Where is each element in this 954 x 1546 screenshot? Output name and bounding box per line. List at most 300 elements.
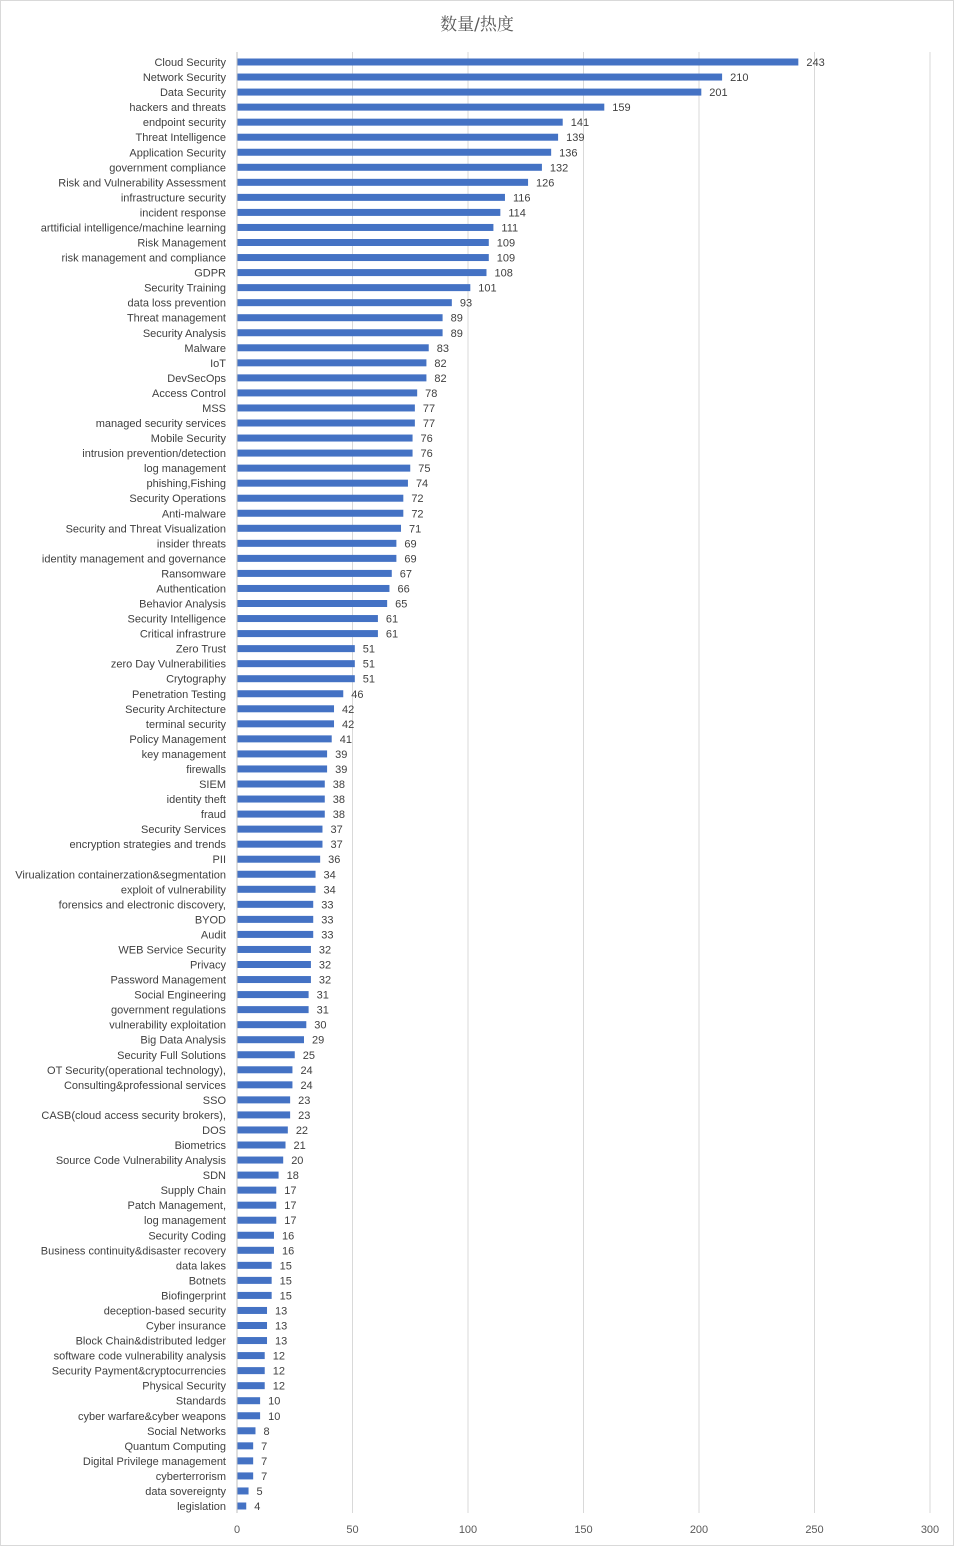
category-label: insider threats <box>156 538 226 551</box>
data-label: 33 <box>321 899 334 912</box>
data-label: 126 <box>536 177 555 190</box>
category-label: Biofingerprint <box>161 1290 226 1303</box>
data-label: 75 <box>418 463 431 476</box>
data-label: 108 <box>494 267 513 280</box>
data-label: 136 <box>559 147 578 160</box>
bar <box>237 1066 292 1073</box>
bar <box>237 1232 274 1239</box>
bar <box>237 389 417 396</box>
bar <box>237 705 334 712</box>
data-label: 51 <box>362 658 376 671</box>
data-label: 24 <box>300 1064 313 1077</box>
bar <box>237 1442 253 1449</box>
category-label: Application Security <box>129 147 226 160</box>
category-label: software code vulnerability analysis <box>53 1350 226 1363</box>
data-label: 141 <box>570 117 590 130</box>
bar <box>237 750 327 757</box>
data-label: 34 <box>323 869 336 882</box>
category-label: data lakes <box>175 1260 226 1273</box>
x-tick-label: 0 <box>233 1524 241 1536</box>
bar <box>237 134 558 141</box>
bar <box>237 314 443 321</box>
bar <box>237 1367 265 1374</box>
data-label: 89 <box>450 327 463 340</box>
data-label: 8 <box>263 1425 270 1438</box>
category-label: cyberterrorism <box>155 1470 226 1483</box>
category-label: hackers and threats <box>129 102 226 115</box>
data-label: 17 <box>284 1185 297 1198</box>
category-label: Security Training <box>144 282 226 295</box>
bar <box>237 796 325 803</box>
category-label: Security Analysis <box>142 327 226 340</box>
data-label: 61 <box>385 613 399 626</box>
x-tick-label: 50 <box>346 1524 359 1536</box>
bar <box>237 555 396 562</box>
bar <box>237 1036 304 1043</box>
category-label: Audit <box>200 929 226 942</box>
bar <box>237 675 355 682</box>
data-label: 69 <box>404 538 417 551</box>
category-label: Standards <box>175 1395 226 1408</box>
data-label: 10 <box>268 1410 281 1423</box>
data-label: 15 <box>279 1260 292 1273</box>
category-label: Botnets <box>188 1275 226 1288</box>
bar <box>237 1262 272 1269</box>
bar <box>237 841 322 848</box>
bar <box>237 886 316 893</box>
data-label: 31 <box>316 989 329 1002</box>
data-label: 29 <box>311 1034 325 1047</box>
bar <box>237 1006 309 1013</box>
category-label: Cloud Security <box>154 57 226 69</box>
data-label: 33 <box>321 914 334 927</box>
x-tick-label: 100 <box>458 1524 478 1536</box>
bar <box>237 269 486 276</box>
category-label: Security Intelligence <box>127 613 226 626</box>
data-label: 82 <box>434 372 447 385</box>
category-label: Security Operations <box>129 493 226 506</box>
category-label: GDPR <box>194 267 226 280</box>
data-label: 78 <box>425 387 438 400</box>
data-label: 37 <box>330 824 343 837</box>
data-label: 67 <box>399 568 413 581</box>
data-label: 17 <box>284 1215 297 1228</box>
bar <box>237 540 396 547</box>
data-label: 7 <box>261 1455 268 1468</box>
category-label: log management <box>144 463 226 476</box>
category-label: Malware <box>184 342 226 355</box>
data-label: 109 <box>496 252 516 265</box>
data-label: 24 <box>300 1079 313 1092</box>
bar <box>237 1126 288 1133</box>
bar <box>237 480 408 487</box>
data-label: 37 <box>330 839 343 852</box>
category-label: Block Chain&distributed ledger <box>75 1335 226 1348</box>
bar <box>237 420 415 427</box>
bar <box>237 374 426 381</box>
bar <box>237 1292 272 1299</box>
category-label: Risk and Vulnerability Assessment <box>58 177 226 190</box>
category-label: Crytography <box>166 673 226 686</box>
category-label: Threat management <box>126 312 226 325</box>
bar <box>237 1472 253 1479</box>
bar <box>237 1111 290 1118</box>
data-label: 72 <box>411 493 424 506</box>
bar <box>237 630 378 637</box>
bar <box>237 525 401 532</box>
category-label: intrusion prevention/detection <box>82 448 226 461</box>
data-label: 76 <box>420 433 433 446</box>
category-label: data sovereignty <box>145 1485 226 1498</box>
category-label: OT Security(operational technology), <box>47 1064 226 1077</box>
category-label: Penetration Testing <box>132 688 226 701</box>
data-label: 101 <box>478 282 497 295</box>
data-label: 243 <box>806 57 825 69</box>
category-label: Security Full Solutions <box>117 1049 226 1062</box>
data-label: 116 <box>512 192 531 205</box>
bar <box>237 645 355 652</box>
bar <box>237 510 403 517</box>
data-label: 42 <box>342 718 355 731</box>
data-label: 39 <box>335 748 348 761</box>
category-label: Behavior Analysis <box>139 598 226 611</box>
data-label: 13 <box>275 1335 288 1348</box>
category-label: Big Data Analysis <box>140 1034 226 1047</box>
data-label: 139 <box>566 132 585 145</box>
data-label: 16 <box>281 1230 295 1243</box>
category-label: infrastructure security <box>120 192 226 205</box>
data-label: 69 <box>404 553 417 566</box>
category-label: IoT <box>210 357 226 370</box>
bar <box>237 1382 265 1389</box>
bar <box>237 224 493 231</box>
data-label: 13 <box>275 1320 288 1333</box>
bar <box>237 1277 272 1284</box>
bar <box>237 1247 274 1254</box>
category-label: Business continuity&disaster recovery <box>40 1245 226 1258</box>
category-label: DevSecOps <box>167 372 226 385</box>
bar <box>237 660 355 667</box>
bar <box>237 1051 295 1058</box>
category-label: managed security services <box>95 418 226 430</box>
bar <box>237 435 413 442</box>
category-label: Supply Chain <box>160 1185 226 1198</box>
category-label: Policy Management <box>129 733 226 746</box>
category-label: Critical infrastrure <box>139 628 226 641</box>
category-label: arttificial intelligence/machine learning <box>40 222 226 235</box>
data-label: 38 <box>332 794 346 807</box>
data-label: 65 <box>395 598 408 611</box>
category-label: Security Architecture <box>125 703 226 716</box>
data-label: 41 <box>339 733 352 746</box>
category-label: CASB(cloud access security brokers), <box>41 1109 226 1122</box>
bar <box>237 329 443 336</box>
category-label: Zero Trust <box>175 643 226 656</box>
category-label: Threat Intelligence <box>135 132 226 145</box>
category-label: incident response <box>139 207 226 220</box>
bar <box>237 585 389 592</box>
bar <box>237 1172 279 1179</box>
bar <box>237 765 327 772</box>
data-label: 30 <box>314 1019 327 1032</box>
category-label: identity management and governance <box>41 553 226 566</box>
category-label: MSS <box>202 402 226 415</box>
category-label: Cyber insurance <box>145 1320 226 1333</box>
bar <box>237 901 313 908</box>
bar <box>237 404 415 411</box>
bar <box>237 465 410 472</box>
bar <box>237 164 542 171</box>
category-label: BYOD <box>194 914 226 927</box>
category-label: firewalls <box>186 763 226 776</box>
x-tick-label: 300 <box>920 1524 940 1536</box>
category-label: PII <box>212 854 226 867</box>
data-label: 114 <box>508 207 526 220</box>
bar <box>237 871 316 878</box>
bar <box>237 1337 267 1344</box>
data-label: 77 <box>422 418 436 430</box>
bar <box>237 1096 290 1103</box>
category-label: encryption strategies and trends <box>69 839 226 852</box>
data-label: 17 <box>284 1200 297 1213</box>
category-label: Anti-malware <box>161 508 226 521</box>
bar <box>237 600 387 607</box>
data-label: 111 <box>501 222 519 235</box>
bar <box>237 239 489 246</box>
x-tick-label: 150 <box>574 1524 593 1536</box>
data-label: 13 <box>275 1305 288 1318</box>
data-label: 25 <box>302 1049 315 1062</box>
category-label: SDN <box>202 1170 226 1183</box>
bar <box>237 811 325 818</box>
category-label: Quantum Computing <box>124 1440 226 1453</box>
bar <box>237 1412 260 1419</box>
data-label: 10 <box>268 1395 281 1408</box>
bar <box>237 1352 265 1359</box>
bar <box>237 1202 276 1209</box>
category-label: WEB Service Security <box>118 944 226 957</box>
x-tick-label: 250 <box>805 1524 824 1536</box>
category-label: deception-based security <box>103 1305 226 1318</box>
data-label: 7 <box>261 1470 268 1483</box>
data-label: 93 <box>459 297 473 310</box>
bar <box>237 931 313 938</box>
data-label: 12 <box>272 1365 285 1378</box>
data-label: 5 <box>256 1485 263 1498</box>
bar <box>237 961 311 968</box>
data-label: 51 <box>362 643 376 656</box>
category-label: Privacy <box>189 959 226 972</box>
bars <box>237 59 798 1510</box>
category-label: risk management and compliance <box>61 252 226 265</box>
bar <box>237 209 500 216</box>
bar <box>237 344 429 351</box>
data-label: 12 <box>272 1350 285 1363</box>
bar <box>237 826 322 833</box>
data-label: 61 <box>385 628 399 641</box>
data-label: 77 <box>422 402 436 415</box>
category-label: Risk Management <box>137 237 226 250</box>
bar <box>237 1503 246 1510</box>
category-label: Digital Privilege management <box>82 1455 226 1468</box>
bar <box>237 179 528 186</box>
data-label: 74 <box>415 478 429 491</box>
category-label: Consulting&professional services <box>63 1079 226 1092</box>
category-label: terminal security <box>145 718 226 731</box>
category-label: government regulations <box>111 1004 226 1017</box>
data-label: 109 <box>496 237 516 250</box>
data-label: 18 <box>286 1170 299 1183</box>
data-label: 21 <box>293 1140 306 1152</box>
bar <box>237 570 392 577</box>
bar <box>237 1021 306 1028</box>
data-label: 12 <box>272 1380 285 1393</box>
category-label: Security and Threat Visualization <box>65 523 226 536</box>
bar <box>237 359 426 366</box>
category-label: DOS <box>202 1124 226 1137</box>
data-label: 15 <box>279 1275 292 1288</box>
data-label: 36 <box>328 854 341 867</box>
bar <box>237 149 551 156</box>
bar <box>237 59 798 66</box>
data-label: 23 <box>298 1109 311 1122</box>
category-label: forensics and electronic discovery, <box>58 899 226 912</box>
category-label: cyber warfare&cyber weapons <box>78 1410 226 1423</box>
category-label: Network Security <box>142 72 226 85</box>
data-label: 82 <box>434 357 447 370</box>
bar <box>237 1427 255 1434</box>
bar <box>237 284 470 291</box>
category-label: Physical Security <box>142 1380 226 1393</box>
data-label: 66 <box>397 583 410 596</box>
category-label: Ransomware <box>161 568 226 581</box>
category-label: Password Management <box>110 974 226 987</box>
x-tick-label: 200 <box>689 1524 709 1536</box>
data-label: 32 <box>318 974 332 987</box>
category-label: Source Code Vulnerability Analysis <box>55 1155 226 1168</box>
category-label: exploit of vulnerability <box>120 884 226 897</box>
category-label: Security Payment&cryptocurrencies <box>51 1365 226 1378</box>
data-label: 34 <box>323 884 336 897</box>
data-label: 71 <box>409 523 422 536</box>
data-label: 4 <box>254 1501 261 1513</box>
bar <box>237 104 604 111</box>
category-label: SSO <box>202 1094 226 1107</box>
bar <box>237 946 311 953</box>
bar <box>237 1142 286 1149</box>
bar <box>237 1307 267 1314</box>
data-label: 159 <box>612 102 631 115</box>
bar <box>237 74 722 81</box>
data-label: 46 <box>351 688 364 701</box>
data-label: 210 <box>730 72 749 85</box>
data-label: 15 <box>279 1290 292 1303</box>
bar <box>237 1487 249 1494</box>
data-label: 42 <box>342 703 355 716</box>
category-label: log management <box>144 1215 226 1228</box>
bar <box>237 781 325 788</box>
bar <box>237 1217 276 1224</box>
category-label: Authentication <box>156 583 226 596</box>
category-label: endpoint security <box>142 117 226 130</box>
category-label: phishing,Fishing <box>146 478 226 491</box>
category-label: Virualization containerzation&segmentation <box>15 869 226 882</box>
category-label: vulnerability exploitation <box>109 1019 226 1032</box>
chart-title: 数量/热度 <box>440 15 514 35</box>
category-label: Biometrics <box>174 1140 226 1152</box>
bar <box>237 615 378 622</box>
data-label: 38 <box>332 809 346 822</box>
bar <box>237 991 309 998</box>
bar <box>237 1081 292 1088</box>
category-label: Data Security <box>159 87 226 100</box>
data-label: 7 <box>261 1440 268 1453</box>
bar <box>237 1457 253 1464</box>
category-label: fraud <box>200 809 226 822</box>
bar <box>237 299 452 306</box>
bar <box>237 194 505 201</box>
bar <box>237 119 563 126</box>
data-label: 31 <box>316 1004 329 1017</box>
bar <box>237 254 489 261</box>
data-label: 23 <box>298 1094 311 1107</box>
bar <box>237 495 403 502</box>
bar <box>237 720 334 727</box>
bar <box>237 916 313 923</box>
category-label: zero Day Vulnerabilities <box>110 658 226 671</box>
data-label: 16 <box>281 1245 295 1258</box>
data-label: 32 <box>318 944 332 957</box>
bar <box>237 450 413 457</box>
bar <box>237 89 701 96</box>
category-label: identity theft <box>166 794 226 807</box>
data-label: 83 <box>436 342 449 355</box>
data-label: 132 <box>549 162 569 175</box>
data-label: 39 <box>335 763 348 776</box>
category-label: Mobile Security <box>150 433 226 446</box>
category-label: Security Coding <box>148 1230 226 1243</box>
category-label: Security Services <box>141 824 226 837</box>
data-label: 76 <box>420 448 433 461</box>
category-label: SIEM <box>199 779 226 791</box>
data-label: 20 <box>291 1155 304 1168</box>
bar <box>237 1322 267 1329</box>
bar <box>237 690 343 697</box>
category-label: Social Engineering <box>134 989 226 1002</box>
bar <box>237 856 320 863</box>
bar <box>237 1157 283 1164</box>
category-label: Social Networks <box>147 1425 226 1438</box>
category-label: Patch Management, <box>127 1200 226 1213</box>
bar <box>237 735 332 742</box>
category-label: legislation <box>177 1501 226 1513</box>
data-label: 72 <box>411 508 424 521</box>
data-label: 33 <box>321 929 334 942</box>
bar <box>237 976 311 983</box>
bar <box>237 1397 260 1404</box>
data-label: 32 <box>318 959 332 972</box>
data-label: 51 <box>362 673 376 686</box>
data-label: 201 <box>709 87 728 100</box>
category-label: government compliance <box>109 162 226 175</box>
category-label: Access Control <box>152 387 226 400</box>
bar <box>237 1187 276 1194</box>
data-label: 38 <box>332 779 346 791</box>
data-label: 89 <box>450 312 463 325</box>
category-label: data loss prevention <box>127 297 226 310</box>
data-label: 22 <box>295 1124 309 1137</box>
category-label: key management <box>141 748 226 761</box>
